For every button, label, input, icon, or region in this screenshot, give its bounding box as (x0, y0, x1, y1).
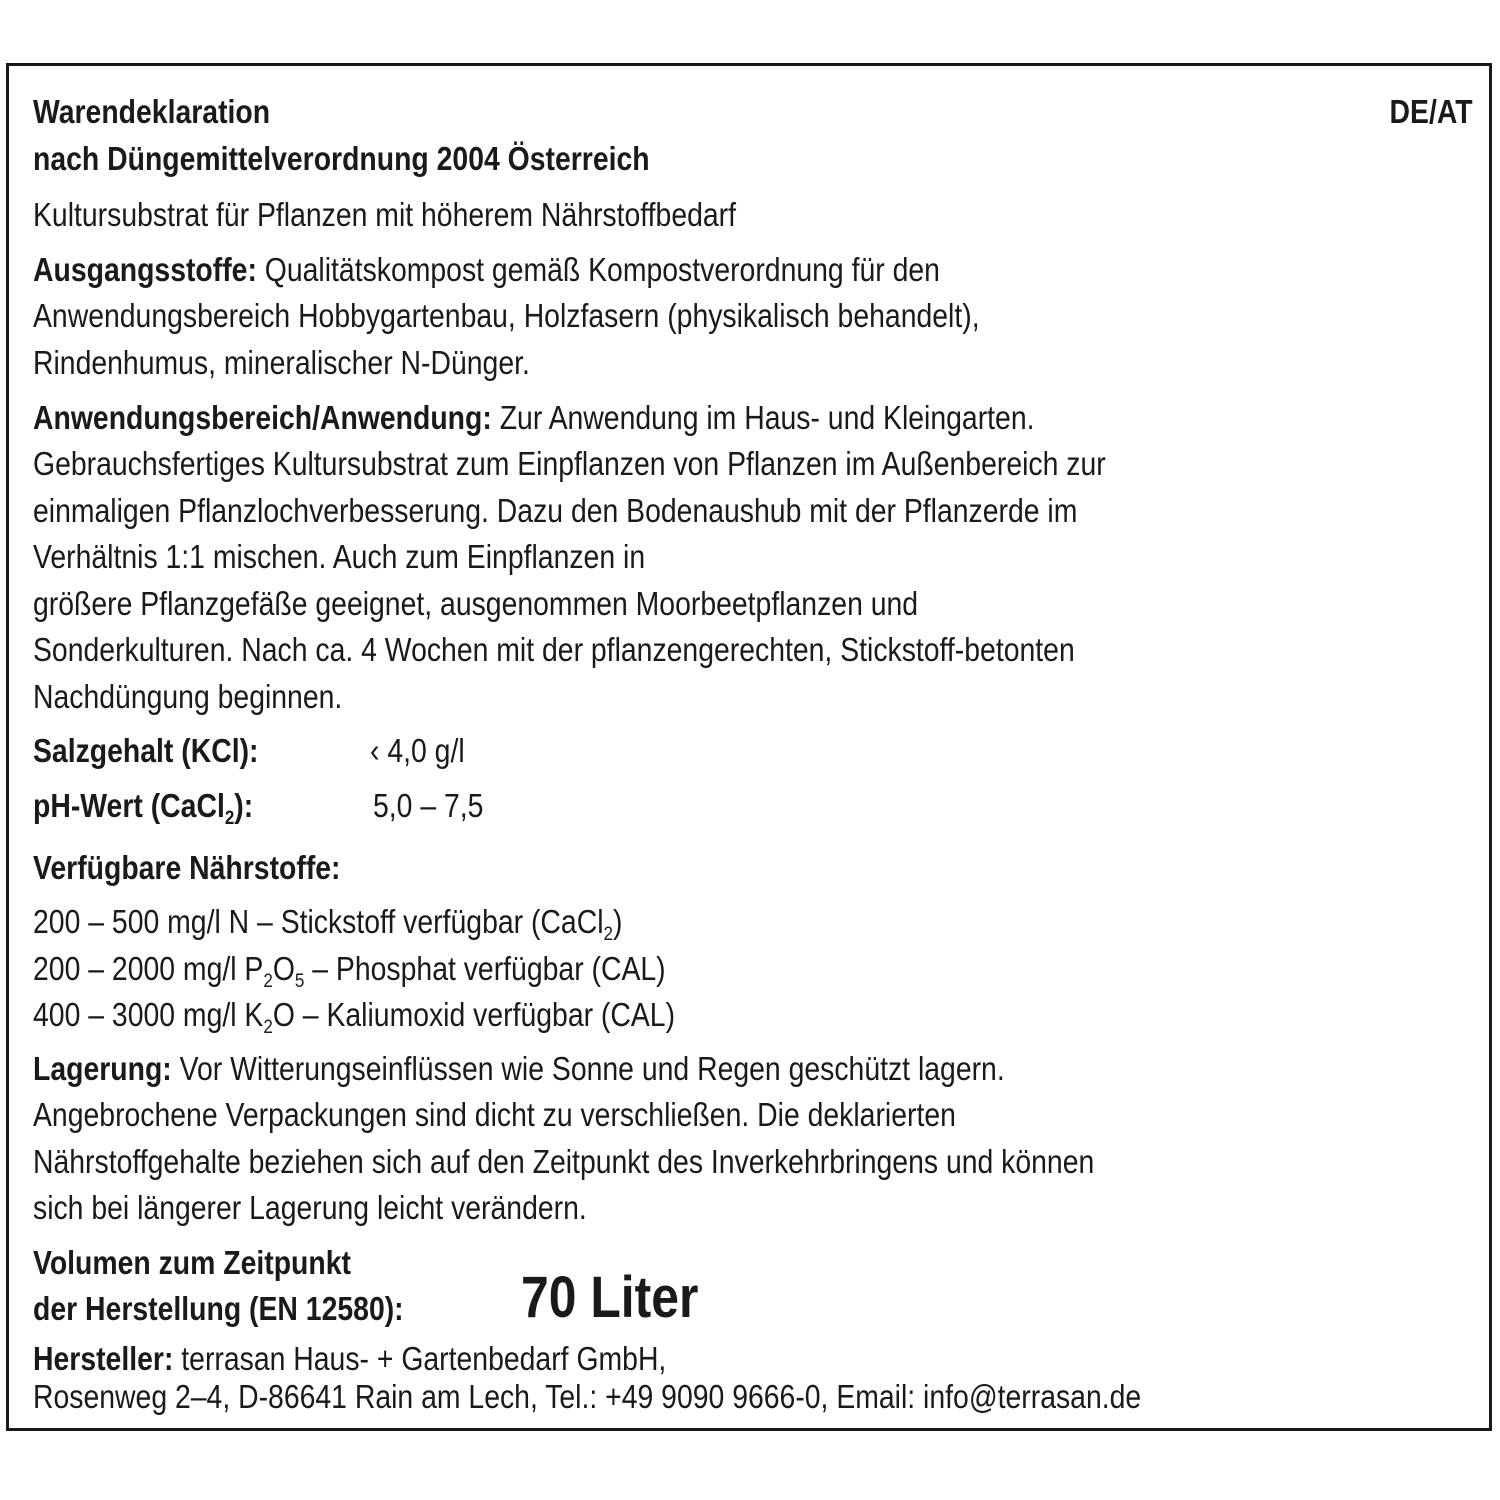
anwendung-line-1: Anwendungsbereich/Anwendung: Zur Anwendung im Haus- und Kleingarten. (33, 399, 1035, 436)
lagerung-line-2: Angebrochene Verpackungen sind dicht zu verschließen. Die deklarierten (33, 1096, 956, 1133)
ph-label: pH-Wert (CaCl$_2$): (33, 787, 254, 829)
title-line-2: nach Düngemittelverordnung 2004 Österreich (33, 140, 650, 177)
ausgangsstoffe-line-2: Anwendungsbereich Hobbygartenbau, Holzfasern (physikalisch behandelt), (33, 297, 980, 334)
anwendung-line-5: größere Pflanzgefäße geeignet, ausgenommen Moorbeetpflanzen und (33, 585, 919, 622)
lagerung-label: Lagerung: (33, 1050, 172, 1087)
salt-value: ‹ 4,0 g/l (370, 732, 465, 769)
anwendung-line-3: einmaligen Pflanzlochverbesserung. Dazu den Bodenaushub mit der Pflanzerde im (33, 492, 1078, 529)
title-line-1: Warendeklaration (33, 93, 271, 130)
volumen-value: 70 Liter (521, 1265, 699, 1330)
volumen-label-line-1: Volumen zum Zeitpunkt (33, 1244, 351, 1281)
hersteller-address: Rosenweg 2–4, D-86641 Rain am Lech, Tel.: +49 9090 9666-0, Email: info@terrasan.de (33, 1378, 1142, 1415)
anwendung-line-6: Sonderkulturen. Nach ca. 4 Wochen mit der pflanzengerechten, Stickstoff-betonten (33, 631, 1075, 668)
anwendung-line-7: Nachdüngung beginnen. (33, 678, 343, 715)
hersteller-label: Hersteller: (33, 1340, 174, 1377)
lagerung-line-1: Lagerung: Vor Witterungseinflüssen wie Sonne und Regen geschützt lagern. (33, 1050, 1005, 1087)
naehrstoffe-heading: Verfügbare Nährstoffe: (33, 849, 341, 886)
nutrient-row-phosphate: 200 – 2000 mg/l $P_2O_5$ – Phosphat verfügbar (CAL) (33, 950, 666, 992)
salt-label: Salzgehalt (KCl): (33, 732, 259, 769)
volumen-label-line-2: der Herstellung (EN 12580): (33, 1290, 404, 1327)
nutrient-row-potassium: 400 – 3000 mg/l $K_2O$ – Kaliumoxid verfügbar (CAL) (33, 996, 676, 1038)
ph-value: 5,0 – 7,5 (373, 787, 484, 824)
lagerung-line-4: sich bei längerer Lagerung leicht verändern. (33, 1189, 587, 1226)
region-badge: DE/AT (1389, 93, 1473, 130)
lagerung-line-3: Nährstoffgehalte beziehen sich auf den Zeitpunkt des Inverkehrbringens und können (33, 1143, 1095, 1180)
hersteller-line-1: Hersteller: terrasan Haus- + Gartenbedarf GmbH, (33, 1340, 667, 1377)
nutrient-row-nitrogen: 200 – 500 mg/l N – Stickstoff verfügbar (CaCl$_2$) (33, 903, 623, 945)
product-type: Kultursubstrat für Pflanzen mit höherem Nährstoffbedarf (33, 196, 737, 233)
anwendung-line-2: Gebrauchsfertiges Kultursubstrat zum Einpflanzen von Pflanzen im Außenbereich zur (33, 445, 1106, 482)
anwendung-label: Anwendungsbereich/Anwendung: (33, 399, 492, 436)
ausgangsstoffe-line-1: Ausgangsstoffe: Qualitätskompost gemäß Kompostverordnung für den (33, 251, 940, 288)
ausgangsstoffe-label: Ausgangsstoffe: (33, 251, 257, 288)
ausgangsstoffe-line-3: Rindenhumus, mineralischer N-Dünger. (33, 344, 530, 381)
anwendung-line-4: Verhältnis 1:1 mischen. Auch zum Einpflanzen in (33, 538, 646, 575)
